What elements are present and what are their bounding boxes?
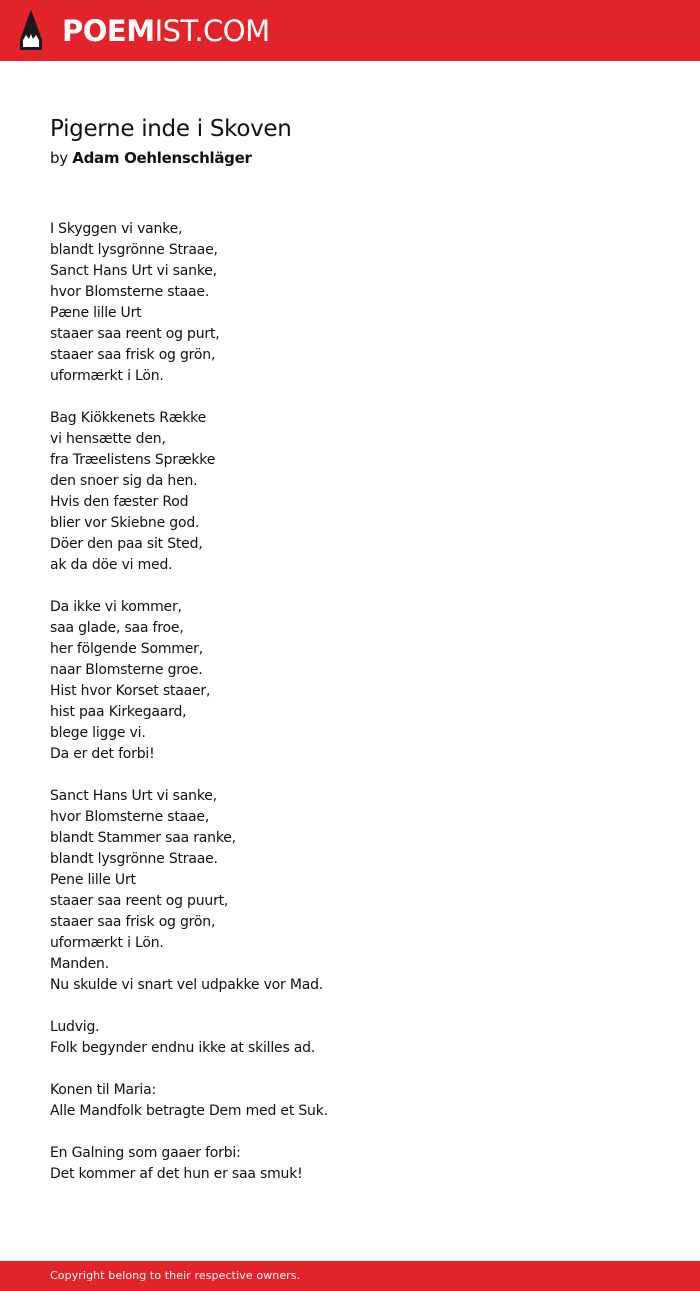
poem-line: hist paa Kirkegaard,	[50, 704, 187, 720]
poem-line: Pene lille Urt	[50, 872, 136, 888]
poem-title: Pigerne inde i Skoven	[50, 116, 292, 142]
stanza	[50, 408, 650, 576]
author-name: Adam Oehlenschläger	[72, 149, 252, 167]
stanza	[50, 1143, 650, 1185]
poem-line: fra Træelistens Sprække	[50, 452, 216, 468]
brand-bold: POEM	[62, 14, 155, 48]
poem-line: her fölgende Sommer,	[50, 641, 203, 657]
poem-line: Det kommer af det hun er saa smuk!	[50, 1166, 303, 1182]
stanza	[50, 597, 650, 765]
poem-line: hvor Blomsterne staae,	[50, 809, 210, 825]
poem-line: uformærkt i Lön.	[50, 935, 164, 951]
footer-bar	[0, 1261, 700, 1291]
poem-line: En Galning som gaaer forbi:	[50, 1145, 241, 1161]
brand-light: IST.COM	[154, 14, 270, 48]
poem-line: Döer den paa sit Sted,	[50, 536, 203, 552]
poem-line: staaer saa frisk og grön,	[50, 347, 216, 363]
poem-line: Alle Mandfolk betragte Dem med et Suk.	[50, 1103, 328, 1119]
poem-line: staaer saa frisk og grön,	[50, 914, 216, 930]
poem-line: uformærkt i Lön.	[50, 368, 164, 384]
poem-line: Da er det forbi!	[50, 746, 155, 762]
poem-line: blandt lysgrönne Straae.	[50, 851, 218, 867]
stanza	[50, 786, 650, 996]
poem-line: staaer saa reent og puurt,	[50, 893, 229, 909]
stanza	[50, 1017, 650, 1059]
poem-line: Da ikke vi kommer,	[50, 599, 182, 615]
poem-line: Hvis den fæster Rod	[50, 494, 189, 510]
poem-line: Ludvig.	[50, 1019, 100, 1035]
copyright-text: Copyright belong to their respective owners.	[50, 1269, 301, 1282]
poem-line: Konen til Maria:	[50, 1082, 156, 1098]
header-bar	[0, 0, 700, 61]
poem-line: Sanct Hans Urt vi sanke,	[50, 788, 217, 804]
poem-line: Manden.	[50, 956, 109, 972]
poem-line: blandt lysgrönne Straae,	[50, 242, 218, 258]
pencil-icon[interactable]	[18, 9, 44, 51]
site-logo[interactable]	[62, 12, 270, 50]
poem-line: naar Blomsterne groe.	[50, 662, 203, 678]
by-label: by	[50, 149, 68, 167]
poem-line: Pæne lille Urt	[50, 305, 142, 321]
poem-line: staaer saa reent og purt,	[50, 326, 220, 342]
poem-line: ak da döe vi med.	[50, 557, 173, 573]
poem-line: den snoer sig da hen.	[50, 473, 198, 489]
poem-line: Nu skulde vi snart vel udpakke vor Mad.	[50, 977, 324, 993]
poem-line: I Skyggen vi vanke,	[50, 221, 183, 237]
stanza	[50, 1080, 650, 1122]
poem-line: saa glade, saa froe,	[50, 620, 184, 636]
poem-line: blier vor Skiebne god.	[50, 515, 200, 531]
poem-line: blandt Stammer saa ranke,	[50, 830, 236, 846]
poem-line: Sanct Hans Urt vi sanke,	[50, 263, 217, 279]
stanza	[50, 219, 650, 387]
poem-line: Folk begynder endnu ikke at skilles ad.	[50, 1040, 316, 1056]
byline	[50, 149, 252, 167]
poem-line: blege ligge vi.	[50, 725, 146, 741]
poem-body	[50, 219, 650, 1206]
poem-line: Hist hvor Korset staaer,	[50, 683, 211, 699]
poem-line: Bag Kiökkenets Række	[50, 410, 207, 426]
poem-line: hvor Blomsterne staae.	[50, 284, 210, 300]
poem-line: vi hensætte den,	[50, 431, 166, 447]
